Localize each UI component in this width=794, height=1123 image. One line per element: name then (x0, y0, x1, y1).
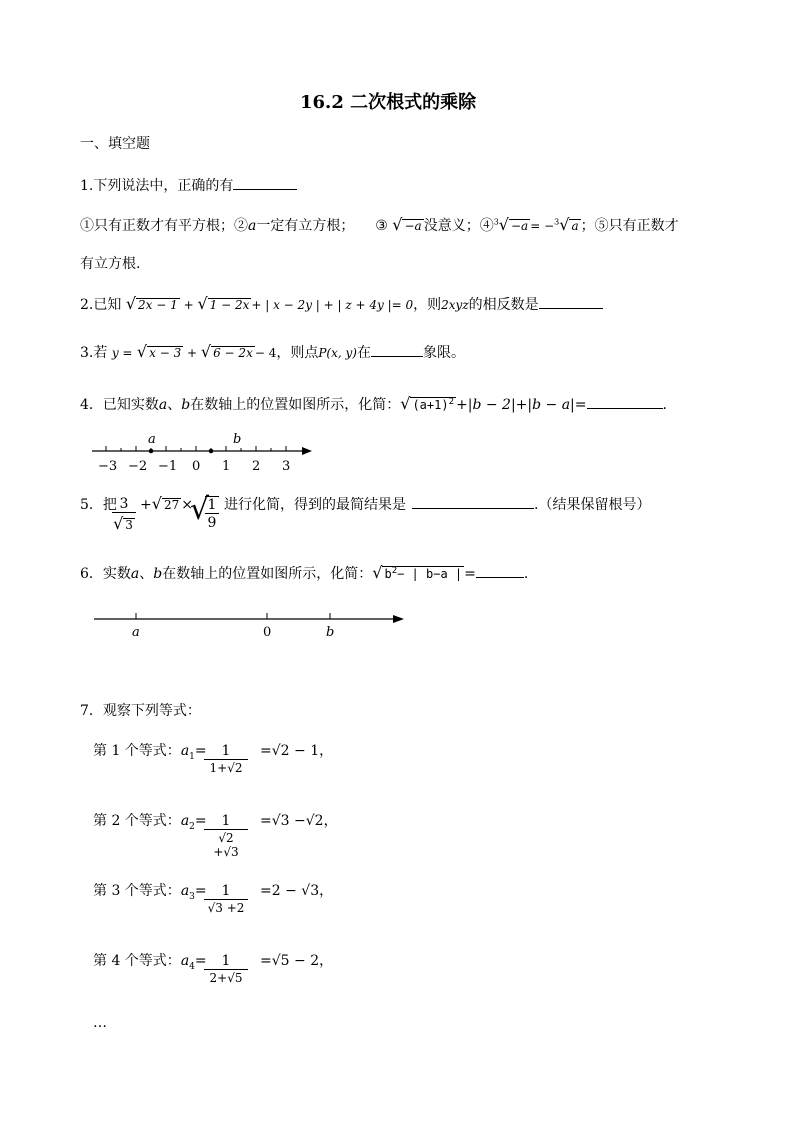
q5-radicand-27: 27 (163, 498, 180, 512)
sqrt-icon: √ (559, 215, 570, 234)
q7-equation-1 (93, 740, 207, 762)
fraction-numerator: 1 (221, 953, 231, 969)
equation-eq: = (194, 743, 207, 759)
q1-option-4-var: a (571, 219, 579, 233)
q4-end: . (662, 397, 667, 413)
fraction-numerator: 1 (221, 883, 231, 899)
equation-fraction (204, 743, 248, 775)
number-line-1 (88, 428, 318, 476)
equation-eq: = (194, 953, 207, 969)
q1-option-2-prefix: ② (234, 218, 248, 234)
q6-var-b: b (153, 566, 163, 582)
q6-sep: 、 (139, 566, 154, 582)
question-7-lead: 7．观察下列等式： (80, 703, 201, 719)
answer-blank-1[interactable] (233, 176, 297, 190)
equation-index: 3 (189, 891, 195, 902)
q2-lead: 2.已知 (80, 297, 122, 313)
arrow-icon (393, 615, 404, 623)
cube-index: 3 (554, 217, 560, 227)
q5-frac2-num: 1 (207, 497, 217, 513)
q3-mid: ，则点 (276, 345, 319, 361)
q7-equation-2 (93, 810, 207, 832)
label-0: 0 (263, 625, 272, 640)
question-1-options (80, 215, 679, 235)
q3-y: y = (111, 346, 133, 360)
equation-index: 1 (189, 751, 195, 762)
equation-var: a (180, 743, 190, 759)
page-title: 16.2 二次根式的乘除 (300, 92, 477, 113)
q6-abs-term: − | b−a | (397, 567, 463, 581)
label-a: a (132, 625, 140, 640)
question-1-stem (80, 175, 297, 195)
q5-plus: + (140, 497, 152, 513)
fraction-denominator: 1+√2 (204, 759, 248, 775)
q6-end: . (523, 566, 529, 582)
q1-option-3-text: 没意义；④ (423, 218, 494, 234)
q3-end-1: 在 (356, 345, 371, 361)
fraction-denominator: 2+√5 (204, 969, 248, 985)
answer-blank-2[interactable] (539, 295, 603, 309)
q4-radicand-base: (a+1) (412, 398, 449, 412)
equation-var: a (180, 953, 190, 969)
q4-var-b: b (181, 397, 191, 413)
q5-middle (140, 494, 193, 513)
axis-tick-label: −3 (98, 459, 118, 474)
sqrt-icon: √ (372, 563, 383, 582)
equation-rhs: =2 − √3， (260, 883, 334, 899)
q2-radicand-1: 2x − 1 (138, 298, 178, 312)
equation-rhs: =√5 − 2， (260, 953, 334, 969)
equation-fraction (204, 813, 248, 859)
q3-end-2: 象限。 (422, 345, 465, 361)
q7-equation-4 (93, 950, 207, 972)
question-1-text: 1.下列说法中，正确的有 (80, 178, 234, 194)
q7-equation-3 (93, 880, 207, 902)
equation-label: 第 1 个等式： (93, 743, 181, 759)
q2-mid: ，则 (413, 297, 442, 313)
q3-radicand-2: 6 − 2x (213, 346, 253, 360)
q6-radicand (382, 566, 464, 581)
axis-tick-label: −2 (128, 459, 148, 474)
axis-tick-label: 2 (252, 459, 261, 474)
question-5-lead: 5．把 (80, 497, 117, 513)
equation-label: 第 2 个等式： (93, 813, 181, 829)
q3-tail: − 4 (254, 346, 277, 360)
sqrt-icon: √ (197, 294, 208, 313)
number-line-2 (90, 605, 410, 641)
q1-option-3-prefix: ③ (375, 218, 388, 234)
equation-fraction (204, 953, 248, 985)
answer-blank-5[interactable] (412, 495, 534, 509)
answer-blank-3[interactable] (371, 343, 423, 357)
equation-rhs: =√2 − 1， (260, 743, 334, 759)
point-b-dot (209, 449, 214, 454)
arrow-icon (302, 447, 312, 455)
fraction-numerator: 1 (221, 743, 231, 759)
q1-option-4-radicand: −a (511, 219, 529, 233)
equation-fraction (204, 883, 248, 915)
q7-ellipsis: … (93, 1015, 107, 1031)
question-4 (80, 394, 667, 414)
q2-end: 的相反数是 (468, 297, 539, 313)
q4-lead: 4．已知实数 (80, 397, 159, 413)
q4-radicand-power: 2 (448, 397, 454, 407)
fraction-denominator: √2 +√3 (204, 829, 248, 859)
q5-frac1-den: 3 (125, 518, 133, 532)
sqrt-icon: √ (136, 342, 148, 361)
q6-eq: = (464, 566, 476, 582)
axis-tick-label: −1 (158, 459, 178, 474)
sqrt-icon: √ (200, 342, 212, 361)
equation-var: a (180, 813, 190, 829)
q1-option-2-var: a (248, 218, 257, 234)
q1-option-3-radicand: −a (404, 219, 422, 233)
q5-rest (224, 494, 650, 514)
q5-frac2-den: 9 (205, 513, 219, 531)
sqrt-icon: √ (113, 514, 124, 533)
question-2: 2.已知 √ 2x − 1 + √ 1 − 2x + | x − 2y | + | z + 4y |= 0，则2xyz的相反数是 (80, 294, 603, 314)
q2-expr: 2xyz (441, 298, 469, 312)
q5-frac1-num: 3 (119, 496, 129, 512)
q3-radicand-1: x − 3 (149, 346, 182, 360)
q5-fraction-2 (205, 496, 219, 531)
sqrt-icon: √ (400, 394, 411, 413)
q4-var-a: a (158, 397, 168, 413)
equation-label: 第 3 个等式： (93, 883, 181, 899)
q6-radicand-power: 2 (391, 566, 398, 576)
fraction-numerator: 1 (221, 813, 231, 829)
q4-text: 在数轴上的位置如图所示，化简： (190, 397, 401, 413)
equation-label: 第 4 个等式： (93, 953, 181, 969)
section-heading: 一、填空题 (80, 136, 150, 152)
point-b-label: b (233, 432, 242, 447)
equation-eq: = (194, 883, 207, 899)
equation-index: 2 (189, 821, 195, 832)
q6-text: 在数轴上的位置如图所示，化简： (162, 566, 373, 582)
q4-sep: 、 (167, 397, 182, 413)
q4-radicand (410, 397, 456, 412)
equation-var: a (180, 883, 190, 899)
equation-rhs: =√3 −√2， (260, 813, 338, 829)
q1-option-1: ①只有正数才有平方根； (80, 218, 234, 234)
q3-lead: 3.若 (80, 345, 108, 361)
axis-ticks (98, 446, 290, 474)
axis-tick-label: 3 (282, 459, 291, 474)
q1-option-5: ；⑤只有正数才 (580, 218, 679, 234)
q5-text: 进行化简，得到的最简结果是 (224, 497, 406, 513)
point-a-label: a (148, 432, 156, 447)
q1-option-5-cont: 有立方根. (80, 256, 141, 272)
axis-tick-label: 1 (222, 459, 231, 474)
equation-index: 4 (189, 961, 195, 972)
sqrt-icon: √ (498, 215, 509, 234)
q5-times: × (181, 497, 193, 513)
q2-radicand-2: 1 − 2x (209, 298, 250, 312)
point-a-dot (149, 449, 154, 454)
question-6 (80, 563, 528, 583)
sqrt-icon: √ (190, 492, 210, 527)
q1-option-4-eq: = − (530, 219, 555, 233)
question-3: 3.若 y = √ x − 3 + √ 6 − 2x − 4，则点P(x, y)在 象限。 (80, 342, 465, 361)
q5-end: .（结果保留根号） (534, 497, 651, 513)
q2-abs-terms: + | x − 2y | + | z + 4y |= 0 (251, 298, 414, 312)
q1-option-2-text: 一定有立方根； (256, 218, 355, 234)
q4-tail: +|b − 2|+|b − a|= (456, 397, 587, 413)
axis-tick-label: 0 (192, 459, 201, 474)
answer-blank-4[interactable] (587, 395, 663, 409)
cube-index: 3 (493, 217, 499, 227)
q6-lead: 6．实数 (80, 566, 131, 582)
q6-radicand-base: b (384, 567, 392, 581)
q5-fraction-1 (112, 496, 136, 533)
sqrt-icon: √ (392, 215, 403, 234)
sqrt-icon: √ (151, 494, 162, 513)
label-b: b (326, 625, 335, 640)
fraction-denominator: √3 +2 (204, 899, 248, 915)
q6-var-a: a (130, 566, 140, 582)
sqrt-icon: √ (125, 294, 137, 313)
answer-blank-6[interactable] (476, 564, 524, 578)
equation-eq: = (194, 813, 207, 829)
q3-point: P(x, y) (318, 346, 357, 360)
